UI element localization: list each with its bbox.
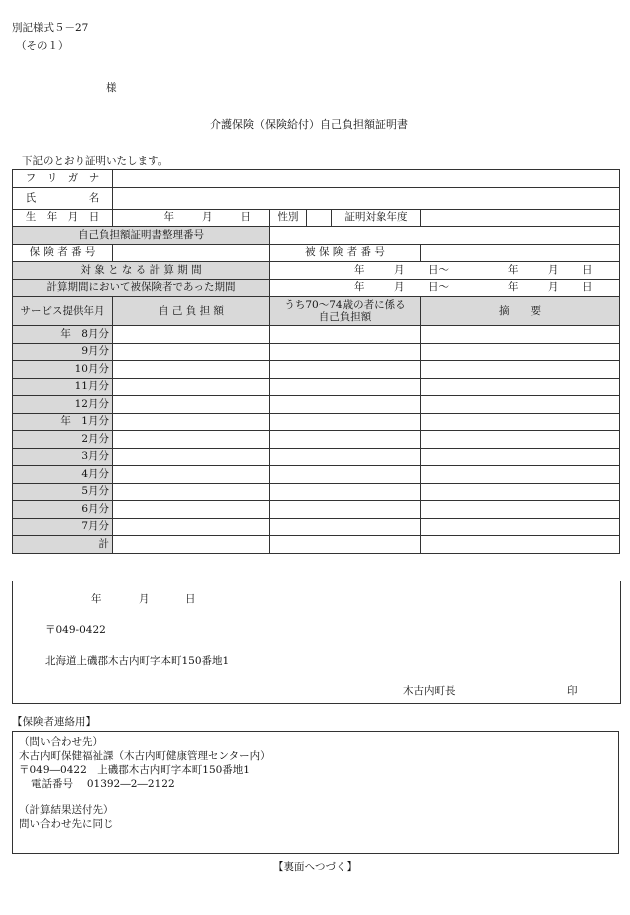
birth-day-unit: 日 — [240, 211, 251, 224]
col-month-header: サービス提供年月 — [13, 297, 113, 326]
copay-70-74-field[interactable] — [270, 378, 421, 396]
name-field[interactable] — [113, 187, 620, 209]
table-row — [13, 343, 620, 361]
inquiry-address: 〒049―0422 上磯郡木古内町字本町150番地1 — [19, 764, 250, 776]
table-row — [13, 396, 620, 414]
summary-field[interactable] — [421, 466, 620, 484]
cert-number-field[interactable] — [270, 227, 620, 245]
summary-field[interactable] — [421, 483, 620, 501]
month-label: 11月分 — [13, 378, 113, 396]
document-title: 介護保険（保険給付）自己負担額証明書 — [210, 118, 408, 131]
month-label: 9月分 — [13, 343, 113, 361]
insured-number-label: 被 保 険 者 番 号 — [270, 244, 421, 262]
summary-field[interactable] — [421, 501, 620, 519]
birth-year-unit: 年 — [163, 211, 174, 224]
contact-box — [12, 731, 619, 854]
period-target-label: 対 象 と な る 計 算 期 間 — [13, 262, 270, 280]
summary-field[interactable] — [421, 431, 620, 449]
month-label: 年 1月分 — [13, 413, 113, 431]
copay-field[interactable] — [113, 343, 270, 361]
copay-field[interactable] — [113, 378, 270, 396]
period-day-unit: 日 — [582, 263, 593, 276]
copay-70-74-field[interactable] — [270, 501, 421, 519]
summary-field[interactable] — [421, 378, 620, 396]
copay-field[interactable] — [113, 413, 270, 431]
copay-70-74-field[interactable] — [270, 413, 421, 431]
period-day-from-unit: 日～ — [428, 281, 449, 294]
period-month-unit: 月 — [548, 281, 559, 294]
month-label: 4月分 — [13, 466, 113, 484]
continue-note: 【裏面へつづく】 — [273, 861, 357, 873]
total-70-74-field[interactable] — [270, 536, 421, 554]
target-year-field[interactable] — [421, 209, 620, 227]
col-70-74-line1: うち70～74歳の者に係る — [284, 299, 406, 311]
period-year-unit: 年 — [508, 281, 519, 294]
period-year-unit: 年 — [354, 281, 365, 294]
month-label: 年 8月分 — [13, 326, 113, 344]
insurer-number-field[interactable] — [113, 244, 270, 262]
col-summary-header: 摘 要 — [421, 297, 620, 326]
copay-field[interactable] — [113, 518, 270, 536]
period-insured-label: 計算期間において被保険者であった期間 — [13, 279, 270, 297]
month-label: 5月分 — [13, 483, 113, 501]
table-row — [13, 431, 620, 449]
month-label: 12月分 — [13, 396, 113, 414]
furigana-field[interactable] — [113, 170, 620, 188]
target-year-label: 証明対象年度 — [344, 210, 408, 223]
birth-month-unit: 月 — [202, 211, 213, 224]
result-value: 問い合わせ先に同じ — [19, 818, 114, 830]
period-target-field[interactable] — [270, 262, 620, 280]
summary-field[interactable] — [421, 413, 620, 431]
signature-address: 北海道上磯郡木古内町字本町150番地1 — [45, 655, 230, 667]
addressee-suffix: 様 — [106, 82, 117, 94]
cert-number-label: 自己負担額証明書整理番号 — [13, 227, 270, 245]
copay-field[interactable] — [113, 466, 270, 484]
signature-box — [12, 581, 621, 704]
month-label: 6月分 — [13, 501, 113, 519]
table-row — [13, 448, 620, 466]
insurer-number-label: 保 険 者 番 号 — [13, 244, 113, 262]
copay-70-74-field[interactable] — [270, 361, 421, 379]
birth-label: 生 年 月 日 — [13, 209, 113, 227]
signature-month-unit: 月 — [139, 593, 150, 605]
copay-70-74-field[interactable] — [270, 448, 421, 466]
period-day-from-unit: 日～ — [428, 263, 449, 276]
summary-field[interactable] — [421, 361, 620, 379]
period-month-unit: 月 — [548, 263, 559, 276]
target-year-group — [307, 209, 421, 227]
sub-number: （その１） — [16, 40, 69, 52]
table-row — [13, 501, 620, 519]
summary-field[interactable] — [421, 448, 620, 466]
summary-field[interactable] — [421, 518, 620, 536]
summary-field[interactable] — [421, 396, 620, 414]
copay-70-74-field[interactable] — [270, 483, 421, 501]
signature-postal: 〒049-0422 — [45, 624, 106, 636]
col-70-74-header — [270, 297, 421, 326]
copay-70-74-field[interactable] — [270, 431, 421, 449]
summary-field[interactable] — [421, 326, 620, 344]
summary-field[interactable] — [421, 343, 620, 361]
period-year-unit: 年 — [354, 263, 365, 276]
copay-70-74-field[interactable] — [270, 326, 421, 344]
sex-field[interactable] — [307, 210, 332, 227]
name-label: 氏 名 — [13, 187, 113, 209]
form-number: 別記様式５－27 — [12, 22, 89, 34]
seal-mark: 印 — [567, 685, 578, 697]
signature-mayor: 木古内町長 — [403, 685, 456, 697]
copay-field[interactable] — [113, 326, 270, 344]
table-row — [13, 361, 620, 379]
month-label: 7月分 — [13, 518, 113, 536]
copay-field[interactable] — [113, 396, 270, 414]
inquiry-office: 木古内町保健福祉課（木古内町健康管理センター内） — [19, 750, 271, 762]
table-row — [13, 466, 620, 484]
insured-number-field[interactable] — [421, 244, 620, 262]
inquiry-phone: 電話番号 01392―2―2122 — [31, 778, 175, 790]
table-row — [13, 518, 620, 536]
copay-70-74-field[interactable] — [270, 466, 421, 484]
period-day-unit: 日 — [582, 281, 593, 294]
month-label: 2月分 — [13, 431, 113, 449]
copay-field[interactable] — [113, 361, 270, 379]
copay-field[interactable] — [113, 501, 270, 519]
total-summary-field[interactable] — [421, 536, 620, 554]
copay-70-74-field[interactable] — [270, 343, 421, 361]
signature-day-unit: 日 — [185, 593, 196, 605]
total-copay-field[interactable] — [113, 536, 270, 554]
copay-field[interactable] — [113, 483, 270, 501]
inquiry-label: （問い合わせ先） — [19, 736, 103, 748]
period-month-unit: 月 — [394, 281, 405, 294]
contact-heading: 【保険者連絡用】 — [12, 716, 96, 728]
copay-70-74-field[interactable] — [270, 396, 421, 414]
period-insured-field[interactable] — [270, 279, 620, 297]
result-label: （計算結果送付先） — [19, 804, 114, 816]
table-row — [13, 326, 620, 344]
copay-field[interactable] — [113, 431, 270, 449]
table-row — [13, 378, 620, 396]
period-year-unit: 年 — [508, 263, 519, 276]
col-copay-header: 自 己 負 担 額 — [113, 297, 270, 326]
copay-field[interactable] — [113, 448, 270, 466]
birth-date-field[interactable] — [113, 209, 270, 227]
certificate-table — [12, 169, 620, 554]
intro-text: 下記のとおり証明いたします。 — [22, 155, 169, 167]
furigana-label: フ リ ガ ナ — [13, 170, 113, 188]
month-label: 3月分 — [13, 448, 113, 466]
table-row — [13, 483, 620, 501]
signature-year-unit: 年 — [91, 593, 102, 605]
sex-label: 性別 — [270, 209, 307, 227]
month-label: 10月分 — [13, 361, 113, 379]
col-70-74-line2: 自己負担額 — [318, 311, 372, 323]
table-row — [13, 413, 620, 431]
copay-70-74-field[interactable] — [270, 518, 421, 536]
period-month-unit: 月 — [394, 263, 405, 276]
total-label: 計 — [13, 536, 113, 554]
